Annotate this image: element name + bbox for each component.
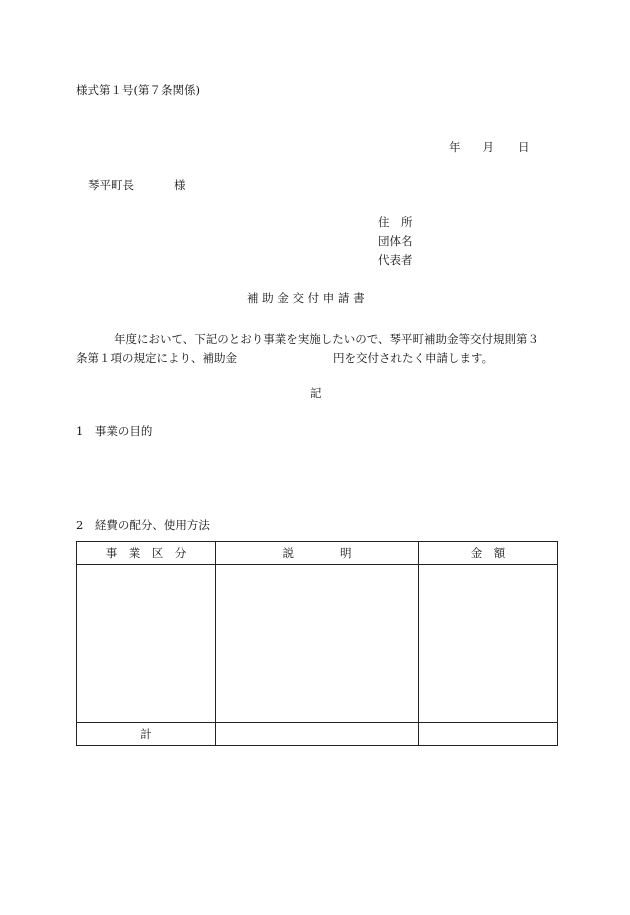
body-line-1: 年度において、下記のとおり事業を実施したいので、琴平町補助金等交付規則第３ [114,332,540,346]
date-year-label: 年 [449,140,461,154]
addressee-name: 琴平町長 [88,178,134,192]
addressee-honorific: 様 [174,178,186,192]
applicant-group-label: 団体名 [378,234,413,248]
addressee [88,180,186,192]
form-number: 様式第１号(第７条関係) [76,83,200,97]
application-body [76,330,562,368]
date-line [449,142,530,154]
body-line-2-before: 条第１項の規定により、補助金 [76,351,237,365]
header-business-category: 事 業 区 分 [77,542,216,565]
ki-heading: 記 [310,386,322,400]
total-amount [419,723,558,746]
applicant-address-label: 住 所 [378,215,413,229]
header-description: 説 明 [216,542,419,565]
date-day-label: 日 [518,140,530,154]
cell-business-category [77,565,216,723]
body-line-2-after: 円を交付されたく申請します。 [333,351,494,365]
section-2-heading: 2 経費の配分、使用方法 [76,518,210,532]
expense-table [76,541,558,746]
table-header-row [77,542,558,565]
section-1-heading: 1 事業の目的 [76,424,153,438]
total-description [216,723,419,746]
body-line-2 [76,349,562,368]
applicant-representative-label: 代表者 [378,253,413,267]
table-row [77,565,558,723]
header-amount: 金 額 [419,542,558,565]
date-month-label: 月 [482,140,494,154]
cell-amount [419,565,558,723]
document-title: 補 助 金 交 付 申 請 書 [247,291,365,305]
cell-description [216,565,419,723]
total-label: 計 [77,723,216,746]
table-total-row [77,723,558,746]
